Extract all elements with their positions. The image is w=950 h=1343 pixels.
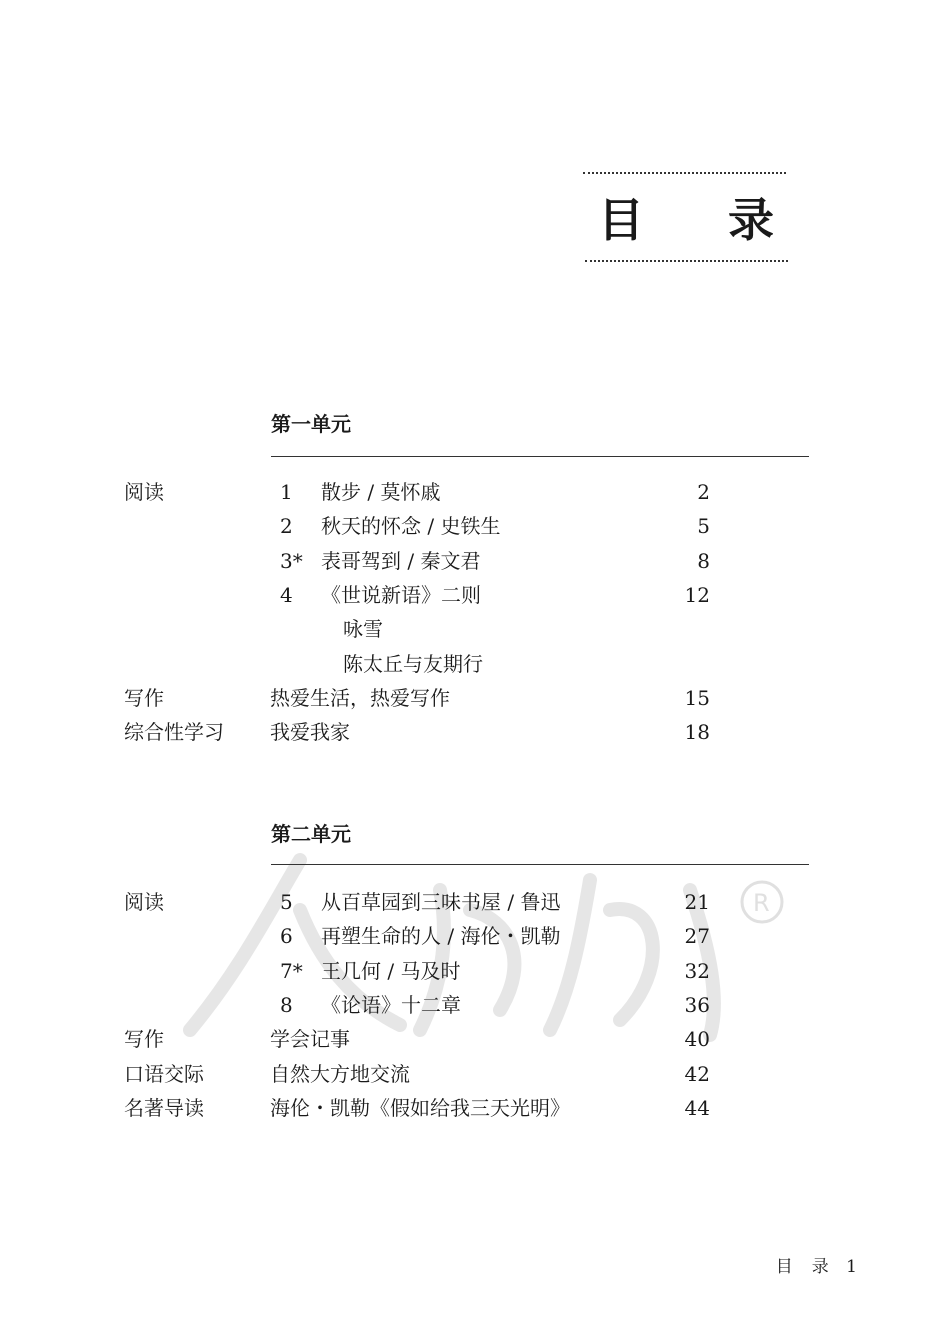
lesson-number: 5 bbox=[280, 890, 293, 914]
unit-title: 第二单元 bbox=[271, 822, 351, 846]
toc-entry[interactable] bbox=[0, 475, 950, 509]
entry-title[interactable]: 自然大方地交流 bbox=[270, 1061, 410, 1086]
entry-page-number: 2 bbox=[697, 480, 710, 504]
toc-entry[interactable] bbox=[0, 919, 950, 953]
entry-page-number: 42 bbox=[684, 1061, 710, 1086]
entry-page-number: 27 bbox=[684, 924, 710, 949]
toc-entry[interactable] bbox=[0, 715, 950, 749]
title-bottom-dotted-rule bbox=[585, 260, 788, 262]
entry-category: 口语交际 bbox=[124, 1061, 204, 1086]
entry-page-number: 12 bbox=[684, 582, 710, 607]
entry-title[interactable]: 表哥驾到 / 秦文君 bbox=[321, 548, 481, 573]
entry-page-number: 18 bbox=[684, 720, 710, 745]
toc-entry[interactable] bbox=[0, 885, 950, 919]
entry-page-number: 15 bbox=[684, 685, 710, 710]
lesson-number: 8 bbox=[280, 992, 293, 1017]
toc-entry[interactable] bbox=[0, 681, 950, 715]
entry-page-number: 21 bbox=[684, 890, 710, 914]
entry-title[interactable]: 我爱我家 bbox=[270, 720, 350, 745]
toc-entry[interactable] bbox=[0, 1022, 950, 1056]
entry-category: 阅读 bbox=[124, 480, 164, 504]
lesson-number: 2 bbox=[280, 514, 293, 539]
entry-page-number: 40 bbox=[684, 1027, 710, 1052]
title-char-1: 目 bbox=[598, 193, 644, 247]
page-title bbox=[580, 174, 792, 260]
entry-title[interactable]: 陈太丘与友期行 bbox=[343, 651, 483, 676]
entry-category: 写作 bbox=[124, 685, 164, 710]
entry-title[interactable]: 热爱生活，热爱写作 bbox=[270, 685, 450, 710]
toc-entry[interactable] bbox=[0, 544, 950, 578]
entry-title[interactable]: 咏雪 bbox=[343, 617, 383, 642]
lesson-number: 7* bbox=[280, 958, 303, 983]
page-footer bbox=[766, 1252, 858, 1277]
entry-page-number: 5 bbox=[697, 514, 710, 539]
entry-category: 综合性学习 bbox=[124, 720, 224, 745]
toc-entry[interactable] bbox=[0, 612, 950, 646]
entry-title[interactable]: 海伦・凯勒《假如给我三天光明》 bbox=[270, 1095, 570, 1120]
lesson-number: 1 bbox=[280, 480, 293, 504]
lesson-number: 6 bbox=[280, 924, 293, 949]
entry-page-number: 32 bbox=[684, 958, 710, 983]
toc-entry[interactable] bbox=[0, 509, 950, 543]
entry-page-number: 44 bbox=[684, 1095, 710, 1120]
footer-page-number: 1 bbox=[846, 1257, 858, 1277]
title-char-2: 录 bbox=[728, 193, 774, 247]
entry-category: 名著导读 bbox=[124, 1095, 204, 1120]
entry-page-number: 8 bbox=[697, 548, 710, 573]
footer-label: 目 录 bbox=[775, 1257, 830, 1277]
toc-entry[interactable] bbox=[0, 954, 950, 988]
entry-title[interactable]: 散步 / 莫怀戚 bbox=[321, 480, 441, 504]
lesson-number: 4 bbox=[280, 582, 293, 607]
toc-entry[interactable] bbox=[0, 578, 950, 612]
toc-entry[interactable] bbox=[0, 988, 950, 1022]
svg-text:R: R bbox=[753, 889, 770, 917]
toc-entry[interactable] bbox=[0, 647, 950, 681]
lesson-number: 3* bbox=[280, 548, 303, 573]
unit-divider bbox=[271, 864, 809, 865]
entry-title[interactable]: 再塑生命的人 / 海伦・凯勒 bbox=[321, 924, 561, 949]
entry-title[interactable]: 学会记事 bbox=[270, 1027, 350, 1052]
unit-title: 第一单元 bbox=[271, 412, 351, 436]
toc-entry[interactable] bbox=[0, 1057, 950, 1091]
toc-title-block bbox=[580, 172, 792, 262]
unit-divider bbox=[271, 456, 809, 457]
entry-title[interactable]: 王几何 / 马及时 bbox=[321, 958, 461, 983]
entry-category: 写作 bbox=[124, 1027, 164, 1052]
entry-page-number: 36 bbox=[684, 992, 710, 1017]
entry-title[interactable]: 从百草园到三味书屋 / 鲁迅 bbox=[321, 890, 561, 914]
toc-entry[interactable] bbox=[0, 1091, 950, 1125]
entry-title[interactable]: 《论语》十二章 bbox=[321, 992, 461, 1017]
entry-title[interactable]: 秋天的怀念 / 史铁生 bbox=[321, 514, 501, 539]
entry-category: 阅读 bbox=[124, 890, 164, 914]
entry-title[interactable]: 《世说新语》二则 bbox=[321, 582, 481, 607]
